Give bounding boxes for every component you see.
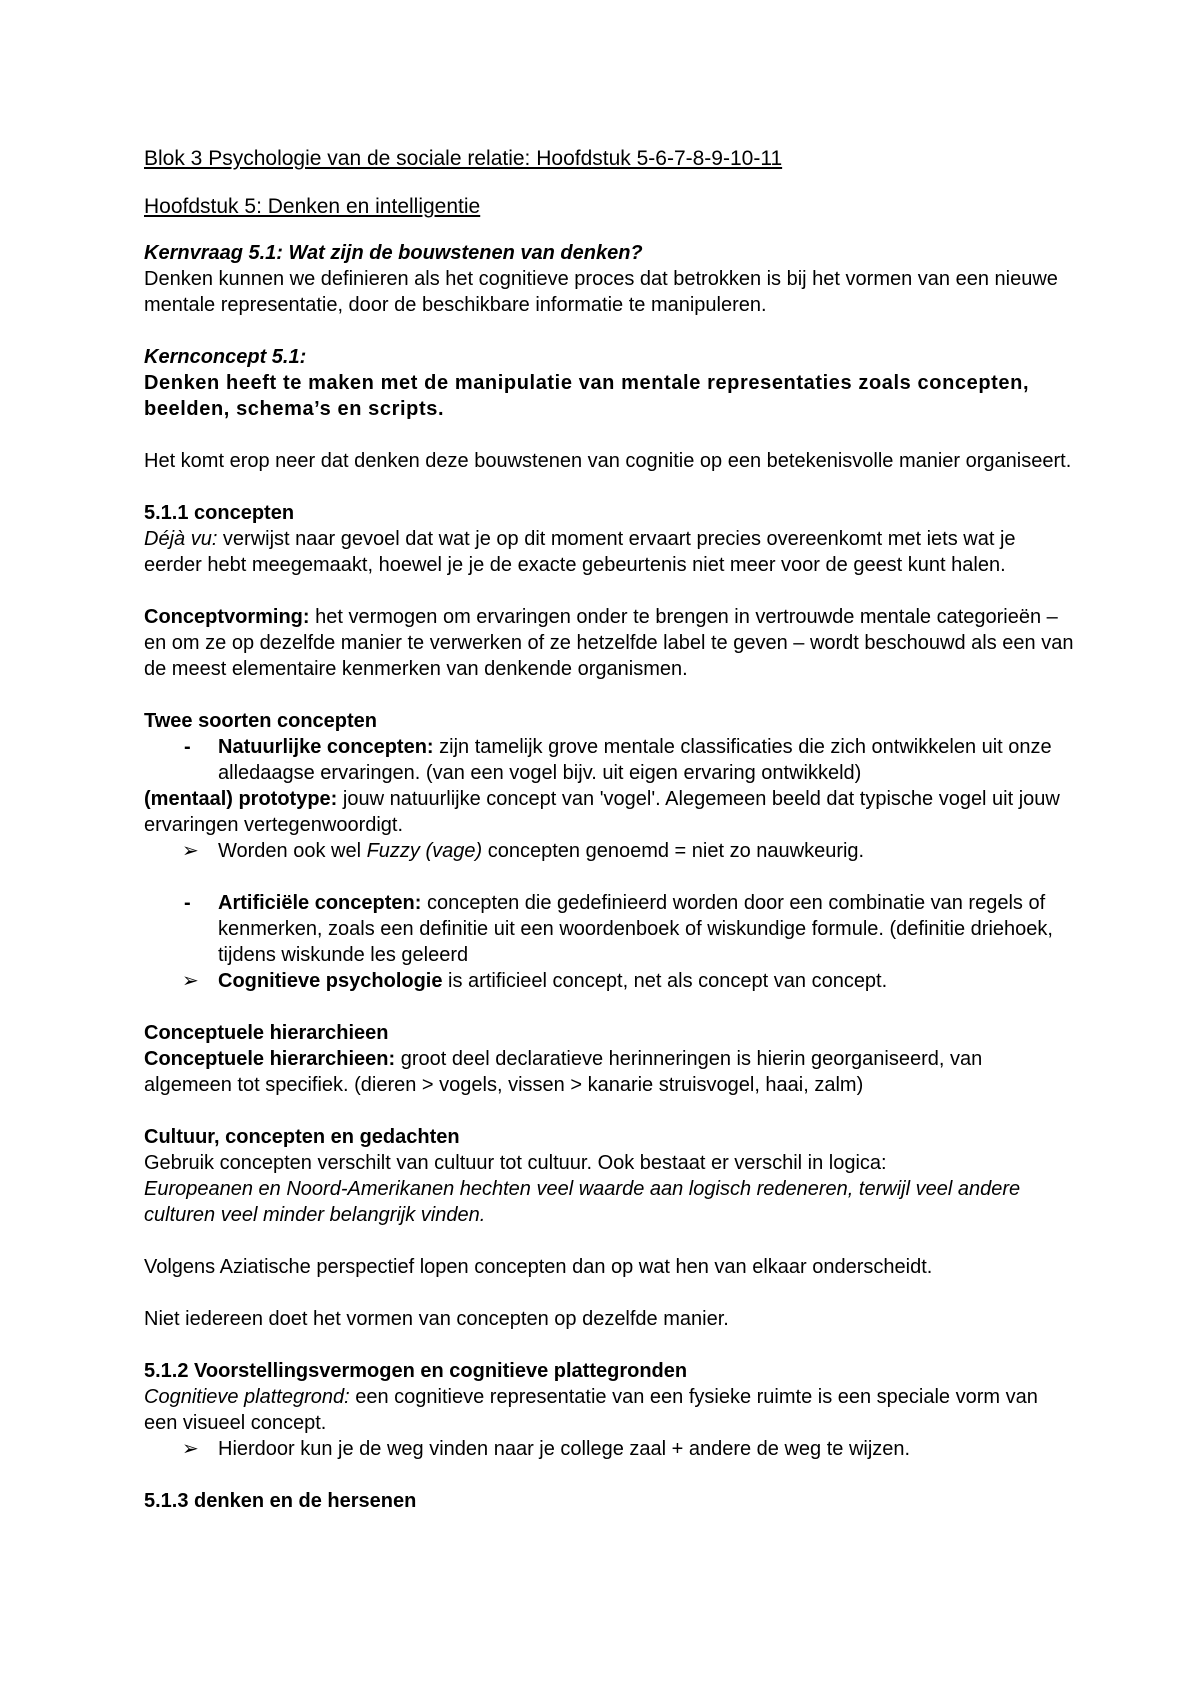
list-item [144,968,1074,994]
section-heading: 5.1.3 denken en de hersenen [144,1490,417,1512]
cultuur-paragraph: Gebruik concepten verschilt van cultuur tot cultuur. Ook bestaat er verschil in logica: [144,1152,887,1174]
term: Déjà vu: [144,528,218,550]
plattegrond-paragraph [144,1384,1074,1436]
section-5-1-1 [144,500,1074,682]
definition: een cognitieve representatie van een fysieke ruimte is een speciale vorm van een visueel concept. [144,1386,1038,1434]
kernvraag-section [144,240,1074,318]
kernconcept-statement: Denken heeft te maken met de manipulatie van mentale representaties zoals concepten, beelden, schema’s en scripts. [144,372,1030,420]
definition: zijn tamelijk grove mentale classificaties die zich ontwikkelen uit onze alledaagse ervaringen. (van een vogel bijv. uit eigen ervaring ontwikkeld) [218,736,1052,784]
deja-vu-paragraph [144,526,1074,578]
definition: jouw natuurlijke concept van 'vogel'. Alegemeen beeld dat typische vogel uit jouw ervaringen vertegenwoordigt. [144,788,1060,836]
list-item [144,1436,1074,1462]
kernconcept-heading: Kernconcept 5.1: [144,346,307,368]
chapter-heading: Hoofdstuk 5: Denken en intelligentie [144,195,481,218]
term: Conceptuele hierarchieen: [144,1048,396,1070]
cultuur-italic-paragraph: Europeanen en Noord-Amerikanen hechten veel waarde aan logisch redeneren, terwijl veel andere culturen veel minder belangrijk vinden. [144,1178,1021,1226]
definition: groot deel declaratieve herinneringen is hierin georganiseerd, van algemeen tot specifiek. (dieren > vogels, vissen > kanarie struisvogel, haai, zalm) [144,1048,983,1096]
term: Natuurlijke concepten: [218,736,434,758]
definition: concepten die gedefinieerd worden door een combinatie van regels of kenmerken, zoals een definitie uit een woordenboek of wiskundige formule. (definitie driehoek, tijdens wiskunde les geleerd [218,892,1053,966]
hierarchieen-section [144,1020,1074,1098]
intro-paragraph: Het komt erop neer dat denken deze bouwstenen van cognitie op een betekenisvolle manier organiseert. [144,450,1072,472]
niet-iedereen-paragraph: Niet iedereen doet het vormen van concepten op dezelfde manier. [144,1308,729,1330]
dash-marker: - [184,892,191,914]
dash-marker: - [184,736,191,758]
term: Fuzzy (vage) [366,840,483,862]
section-heading: Twee soorten concepten [144,710,378,732]
arrow-bullet-icon: ➢ [182,970,199,992]
document-body [144,144,1074,1514]
section-heading: 5.1.1 concepten [144,502,295,524]
text: is artificieel concept, net als concept van concept. [442,970,888,992]
twee-soorten-section [144,708,1074,994]
section-heading: Conceptuele hierarchieen [144,1022,389,1044]
arrow-bullet-icon: ➢ [182,1438,199,1460]
conceptvorming-paragraph [144,604,1074,682]
term: (mentaal) prototype: [144,788,338,810]
term: Cognitieve plattegrond: [144,1386,350,1408]
list-item [144,734,1074,786]
list-item [144,838,1074,864]
section-5-1-2 [144,1358,1074,1462]
text: Hierdoor kun je de weg vinden naar je college zaal + andere de weg te wijzen. [218,1438,911,1460]
definition: verwijst naar gevoel dat wat je op dit moment ervaart precies overeenkomt met iets wat je eerder hebt meegemaakt, hoewel je je de exacte gebeurtenis niet meer voor de geest kunt halen. [144,528,1016,576]
hierarchieen-paragraph [144,1046,1074,1098]
definition: het vermogen om ervaringen onder te brengen in vertrouwde mentale categorieën – en om ze op dezelfde manier te verwerken of ze hetzelfde label te geven – wordt beschouwd als een van de meest elementaire kenmerken van denkende organismen. [144,606,1074,680]
kernvraag-heading: Kernvraag 5.1: Wat zijn de bouwstenen van denken? [144,242,643,264]
arrow-bullet-icon: ➢ [182,840,199,862]
azie-paragraph: Volgens Aziatische perspectief lopen concepten dan op wat hen van elkaar onderscheidt. [144,1256,933,1278]
term: Artificiële concepten: [218,892,422,914]
term: Cognitieve psychologie [218,970,443,992]
section-heading: 5.1.2 Voorstellingsvermogen en cognitieve plattegronden [144,1360,688,1382]
list-item [144,890,1074,968]
document-title: Blok 3 Psychologie van de sociale relatie: Hoofdstuk 5-6-7-8-9-10-11 [144,147,783,170]
term: Conceptvorming: [144,606,310,628]
text: Worden ook wel [218,840,367,862]
section-5-1-3 [144,1488,1074,1514]
kernvraag-text: Denken kunnen we definieren als het cognitieve proces dat betrokken is bij het vormen van een nieuwe mentale representatie, door de beschikbare informatie te manipuleren. [144,268,1058,316]
prototype-paragraph [144,786,1074,838]
section-heading: Cultuur, concepten en gedachten [144,1126,460,1148]
kernconcept-section [144,344,1074,422]
text: concepten genoemd = niet zo nauwkeurig. [482,840,865,862]
cultuur-section [144,1124,1074,1332]
